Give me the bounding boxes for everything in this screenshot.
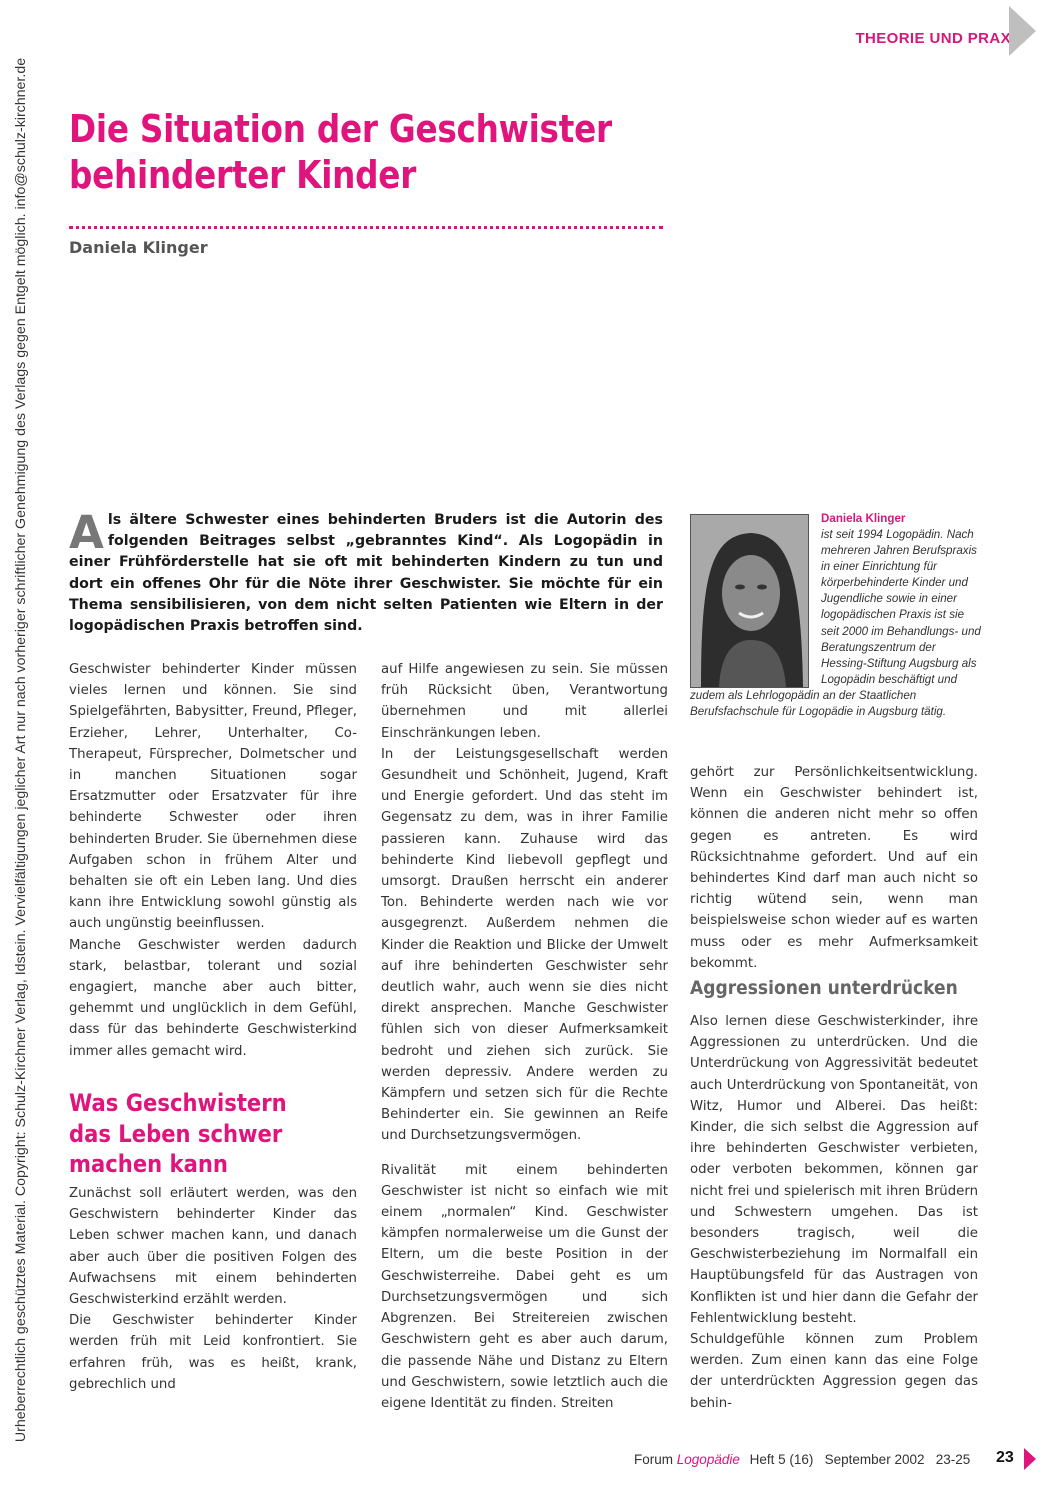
author-name: Daniela Klinger xyxy=(69,238,208,257)
section-heading: Was Geschwistern das Leben schwer machen kann xyxy=(69,1089,287,1178)
drop-cap: A xyxy=(69,506,104,559)
paragraph: Schuldgefühle können zum Problem werden. Zum einen kann das eine Folge der unterdrückten Aggression gegen das behin- xyxy=(690,1332,978,1411)
section-arrow-icon xyxy=(1009,6,1036,56)
author-photo xyxy=(690,514,809,688)
bio-text: ist seit 1994 Logopädin. Nach mehreren Jahren Berufspraxis in einer Einrichtung für körperbehinderte Kinder und Jugendliche sowie in einer logopädischen Praxis ist sie seit 2000 im Behandlungs- und Beratungszentrum der Hessing-Stiftung Augsburg als Logopädin beschäftigt und xyxy=(821,528,981,686)
paragraph: Geschwister behinderter Kinder müssen vieles lernen und können. Sie sind Spielgefährten, Babysitter, Freund, Pfleger, Erzieher, Lehrer, Unterhalter, Co-Therapeut, Fürsprecher, Dolmetscher und in manchen Situationen sogar Ersatzmutter oder Ersatzvater für ihre behinderte Schwester oder ihren behinderten Bruder. Sie übernehmen diese Aufgaben schon in frühem Alter und behalten sie oft ein Leben lang. Und dies kann ihre Entwicklung sowohl günstig als auch ungünstig beeinflussen. xyxy=(69,662,357,932)
bio-text-continued: zudem als Lehrlogopädin an der Staatlichen Berufsfachschule für Logopädie in Augsburg tätig. xyxy=(690,689,947,719)
footer-issue: Heft 5 (16) September 2002 23-25 xyxy=(749,1452,971,1467)
paragraph: auf Hilfe angewiesen zu sein. Sie müssen früh Rücksicht üben, Verantwortung übernehmen und mit allerlei Einschränkungen leben. xyxy=(381,662,668,741)
paragraph: Zunächst soll erläutert werden, was den Geschwistern behinderter Kinder das Leben schwer machen kann, und danach aber auch über die positiven Folgen des Aufwachsens mit einem behinderten Geschwisterkind erzählt werden. xyxy=(69,1186,357,1308)
paragraph: gehört zur Persönlichkeitsentwicklung. Wenn ein Geschwister behindert ist, können die anderen nicht mehr so offen gegen es antreten. Es wird Rücksichtnahme gefordert. Und auf ein behindertes Kind darf man auch nicht so richtig wütend sein, wenn man beispielsweise schon wieder auf es warten muss oder es mehr Aufmerksamkeit bekommt. xyxy=(690,765,978,971)
paragraph: Manche Geschwister werden dadurch stark, belastbar, tolerant und sozial engagiert, manche aber auch bitter, gehemmt und unglücklich in dem Gefühl, dass für das behinderte Geschwisterkind immer alles gemacht wird. xyxy=(69,937,357,1059)
column-1-top xyxy=(69,659,357,1062)
paragraph: In der Leistungsgesellschaft werden Gesundheit und Schönheit, Jugend, Kraft und Energie gefordert. Und das steht im Gegensatz zu dem, was in ihrer Familie passieren kann. Zuhause wird das behinderte Kind liebevoll gepflegt und umsorgt. Draußen herrscht ein anderer Ton. Behinderte werden nach wie vor ausgegrenzt. Außerdem nehmen die Kinder die Reaktion und Blicke der Umwelt auf ihre behinderten Geschwister sehr deutlich wahr, auch wenn sie dies nicht direkt ansprechen. Manche Geschwister fühlen sich von dieser Aufmerksamkeit bedroht und ziehen sich zurück. Sie werden depressiv. Andere werden zu Kämpfern und setzen sich für die Rechte Behinderter ein. Sie gewinnen an Reife und Durchsetzungsvermögen. xyxy=(381,746,668,1144)
page-footer xyxy=(634,1452,970,1467)
subsection-heading: Aggressionen unterdrücken xyxy=(690,977,958,999)
column-3-top xyxy=(690,762,978,974)
paragraph: Also lernen diese Geschwisterkinder, ihre Aggressionen zu unterdrücken. Und die Unterdrückung von Aggressivität bedeutet auch Unterdrückung von Spontaneität, von Witz, Humor und Alberei. Das heißt: Kinder, die sich selbst die Aggression auf ihre behinderten Geschwister verbieten, oder verboten bekommen, können gar nicht frei und spielerisch mit ihren Brüdern und Schwestern umgehen. Das ist besonders tragisch, weil die Geschwisterbeziehung im Normalfall ein Hauptübungsfeld für das Austragen von Konflikten ist und hier dann die Gefahr der Fehlentwicklung besteht. xyxy=(690,1014,978,1326)
footer-journal: Logopädie xyxy=(676,1452,740,1467)
page-number: 23 xyxy=(996,1449,1014,1466)
footer-arrow-icon xyxy=(1024,1448,1036,1470)
paragraph: Rivalität mit einem behinderten Geschwister ist nicht so einfach wie mit einem „normalen“ Kind. Geschwister kämpfen normalerweise um die Gunst der Eltern, um die beste Position in der Geschwisterreihe. Dabei geht es um Durchsetzungsvermögen und sich Abgrenzen. Bei Streitereien zwischen Geschwistern geht es aber auch darum, die passende Nähe und Distanz zu Eltern und Geschwistern, sowie letztlich auch die eigene Identität zu finden. Streiten xyxy=(381,1162,668,1411)
article-title: Die Situation der Geschwister behinderter Kinder xyxy=(69,107,612,197)
section-tag: THEORIE UND PRAXIS xyxy=(855,30,1026,47)
column-1-bottom xyxy=(69,1183,357,1395)
copyright-side-note: Urheberrechtlich geschütztes Material. Copyright: Schulz-Kirchner Verlag, Idstein. Vervielfältigungen jeglicher Art nur nach vorheriger schriftlicher Genehmigung des Verlags gegen Entgelt möglich. info@schulz-kirchner.de xyxy=(13,57,29,1443)
column-3-bottom xyxy=(690,1011,978,1414)
footer-forum: Forum xyxy=(634,1452,674,1467)
bio-name: Daniela Klinger xyxy=(821,512,906,525)
title-divider xyxy=(69,226,663,229)
column-2 xyxy=(381,659,668,1414)
paragraph: Die Geschwister behinderter Kinder werden früh mit Leid konfrontiert. Sie erfahren früh, was es heißt, krank, gebrechlich und xyxy=(69,1313,357,1392)
lead-paragraph: Als ältere Schwester eines behinderten Bruders ist die Autorin des folgenden Beitrages selbst „gebranntes Kind“. Als Logopädin in einer Frühförderstelle hat sie oft mit behinderten Kindern zu tun und dort ein offenes Ohr für die Nöte ihrer Geschwister. Sie möchte für ein Thema sensibilisieren, von dem nicht selten Patienten wie Eltern in der logopädischen Praxis betroffen sind. xyxy=(69,506,663,635)
